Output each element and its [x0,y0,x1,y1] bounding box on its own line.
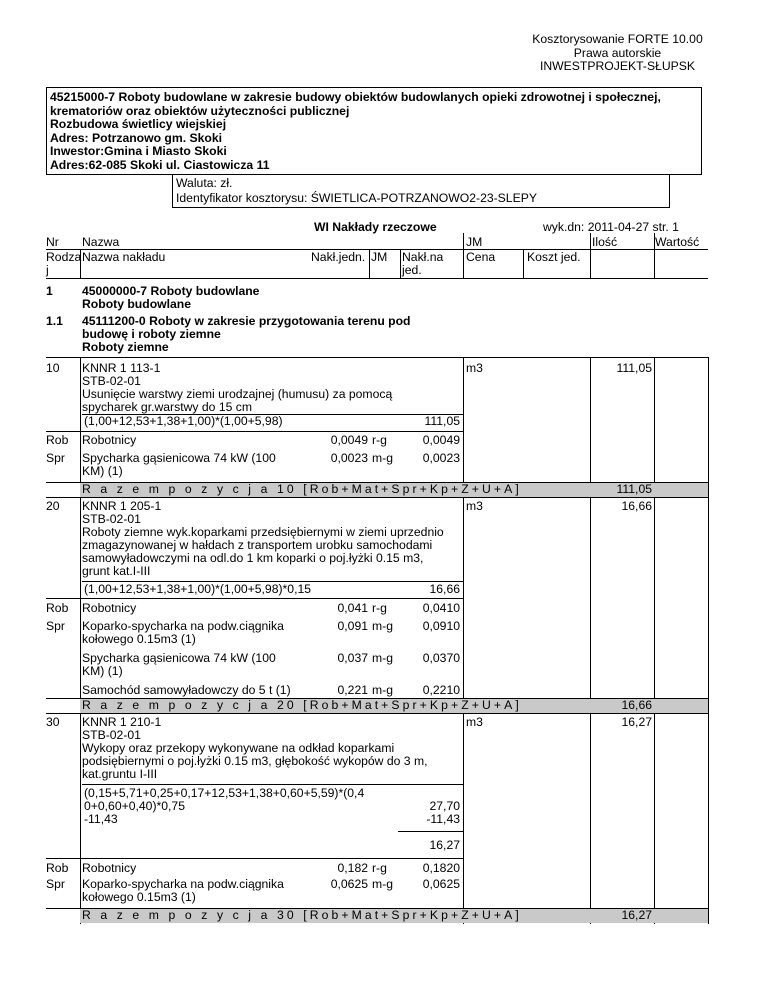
position-formula: 0+0,60+0,40)*0,75 [84,799,185,813]
section-nr: 1 [46,284,53,298]
report-date-page: wyk.dn: 2011-04-27 str. 1 [543,220,679,234]
resource-jm: r-g [372,861,387,875]
formula-value: 16,66 [429,582,460,596]
currency-label: Waluta: zł. [176,176,233,190]
position-total-label: R a z e m p o z y c j a 20 [Rob+Mat+Spr+Kp+Z+U+A] [82,698,522,712]
resource-jm: m-g [372,651,393,665]
position-formula: (1,00+12,53+1,38+1,00)*(1,00+5,98)*0,15 [84,582,312,596]
project-cpv-line2: krematoriów oraz obiektów użyteczności publicznej [50,103,350,118]
resource-jm: m-g [372,619,393,633]
resource-name: Robotnicy [82,433,137,447]
col-nakl-na-2: jed. [402,263,422,277]
position-nr: 20 [46,499,60,513]
col-nazwa-nakladu: Nazwa nakładu [82,250,166,264]
project-cpv-line1: 45215000-7 Roboty budowlane w zakresie budowy obiektów budowlanych opieki zdrowotnej i społecznej, [50,90,661,104]
resource-nakl: 0,091 [337,619,368,633]
resource-jm: m-g [372,683,393,697]
report-title: WI Nakłady rzeczowe [314,220,437,234]
position-qty: 16,27 [621,715,652,729]
license-holder: INWESTPROJEKT-SŁUPSK [539,59,696,73]
col-ilosc: Ilość [592,235,618,249]
resource-type: Rob [46,861,69,875]
resource-nakl-na: 0,0410 [422,601,460,615]
resource-name: kołowego 0.15m3 (1) [82,890,196,904]
resource-nakl: 0,182 [337,861,368,875]
resource-nakl: 0,0625 [330,877,368,891]
resource-name: Robotnicy [82,861,137,875]
col-wartosc: Wartość [655,235,700,249]
position-jm: m3 [466,715,483,729]
col-nakl-jedn: Nakł.jedn. [311,250,366,264]
section-title: 45111200-0 Roboty w zakresie przygotowania terenu pod [82,314,411,328]
position-jm: m3 [466,499,483,513]
position-desc: grunt kat.I-III [82,564,151,578]
col-nr: Nr [46,235,59,249]
project-address: Adres: Potrzanowo gm. Skoki [50,130,223,145]
position-total-qty: 111,05 [616,482,652,496]
formula-value: -11,43 [426,812,460,826]
position-formula: (0,15+5,71+0,25+0,17+12,53+1,38+0,60+5,59)*(0,4 [84,786,365,800]
resource-name: Samochód samowyładowczy do 5 t (1) [82,683,291,697]
position-desc: Roboty ziemne wyk.koparkami przedsiębiernymi w ziemi uprzednio [82,525,444,539]
resource-name: Spycharka gąsienicowa 74 kW (100 [82,651,276,665]
resource-nakl: 0,0023 [330,451,368,465]
col-cena: Cena [466,250,496,264]
col-koszt-jed: Koszt jed. [527,250,581,264]
resource-nakl: 0,221 [337,683,368,697]
col-rodzaj-2: j [46,263,49,277]
position-desc: samowyładowczymi na odl.do 1 km koparki o poj.łyżki 0.15 m3, [82,551,424,565]
resource-type: Spr [46,451,65,465]
col-nazwa: Nazwa [82,235,120,249]
resource-type: Rob [46,601,69,615]
section-title: budowę i roboty ziemne [82,327,221,341]
position-desc: Usunięcie warstwy ziemi urodzajnej (humusu) za pomocą [82,387,393,401]
section-subtitle: Roboty ziemne [82,340,169,354]
software-header [510,33,725,74]
software-name: Kosztorysowanie FORTE 10.00 [532,32,703,46]
resource-type: Rob [46,433,69,447]
position-code: KNNR 1 113-1 [82,361,161,375]
col-rodzaj: Rodza [46,250,82,264]
position-desc: spycharek gr.warstwy do 15 cm [82,400,253,414]
resource-type: Spr [46,619,65,633]
resource-nakl-na: 0,0625 [422,877,460,891]
position-qty: 111,05 [616,361,652,375]
position-desc: Wykopy oraz przekopy wykonywane na odkład koparkami [82,741,395,755]
resource-nakl-na: 0,0910 [422,619,460,633]
section-title: 45000000-7 Roboty budowlane [82,284,260,298]
resource-nakl: 0,0049 [330,433,368,447]
resource-type: Spr [46,877,65,891]
position-stb: STB-02-01 [82,728,141,742]
resource-jm: m-g [372,451,393,465]
position-desc: zmagazynowanej w hałdach z transportem urobku samochodami [82,538,433,552]
resource-jm: r-g [372,433,387,447]
investor-address: Adres:62-085 Skoki ul. Ciastowicza 11 [50,157,270,172]
resource-nakl-na: 0,2210 [422,683,460,697]
project-investor: Inwestor:Gmina i Miasto Skoki [50,144,227,159]
formula-total: 16,27 [429,838,460,852]
resource-name: Koparko-spycharka na podw.ciągnika [82,877,284,891]
position-stb: STB-02-01 [82,512,141,526]
position-code: KNNR 1 205-1 [82,499,162,513]
position-code: KNNR 1 210-1 [82,715,162,729]
col-nakl-na: Nakł.na [402,250,444,264]
position-nr: 10 [46,361,60,375]
resource-name: Koparko-spycharka na podw.ciągnika [82,619,284,633]
col-jm2: JM [371,250,388,264]
section-subtitle: Roboty budowlane [82,297,192,311]
position-nr: 30 [46,715,60,729]
resource-nakl-na: 0,1820 [422,861,460,875]
formula-value: 27,70 [429,799,460,813]
position-desc: podsiębiernymi o poj.łyżki 0.15 m3, głębokość wykopów do 3 m, [82,754,428,768]
resource-name: Robotnicy [82,601,137,615]
estimate-info-box [172,175,670,208]
col-jm: JM [466,235,483,249]
resource-jm: m-g [372,877,393,891]
copyright-label: Prawa autorskie [573,45,662,60]
position-qty: 16,66 [621,499,652,513]
project-info-box [46,87,702,175]
resource-nakl-na: 0,0370 [422,651,460,665]
resource-nakl-na: 0,0049 [422,433,460,447]
resource-name: KM) (1) [82,464,123,478]
resource-name: KM) (1) [82,664,123,678]
resource-nakl: 0,041 [337,601,368,615]
position-total-qty: 16,27 [621,908,652,922]
position-jm: m3 [466,361,483,375]
resource-nakl-na: 0,0023 [422,451,460,465]
position-stb: STB-02-01 [82,374,141,388]
position-desc: kat.gruntu I-III [82,767,158,781]
position-total-label: R a z e m p o z y c j a 10 [Rob+Mat+Spr+Kp+Z+U+A] [82,482,522,496]
position-formula: -11,43 [84,812,118,826]
resource-nakl: 0,037 [337,651,368,665]
position-total-label: R a z e m p o z y c j a 30 [Rob+Mat+Spr+Kp+Z+U+A] [82,908,522,922]
position-formula: (1,00+12,53+1,38+1,00)*(1,00+5,98) [84,414,283,428]
position-total-qty: 16,66 [621,698,652,712]
resource-name: kołowego 0.15m3 (1) [82,632,196,646]
resource-name: Spycharka gąsienicowa 74 kW (100 [82,451,276,465]
section-nr: 1.1 [46,314,63,328]
estimate-id: Identyfikator kosztorysu: ŚWIETLICA-POTRZANOWO2-23-SLEPY [176,190,537,205]
formula-value: 111,05 [424,414,460,428]
resource-jm: r-g [372,601,387,615]
project-name: Rozbudowa świetlicy wiejskiej [50,117,227,132]
